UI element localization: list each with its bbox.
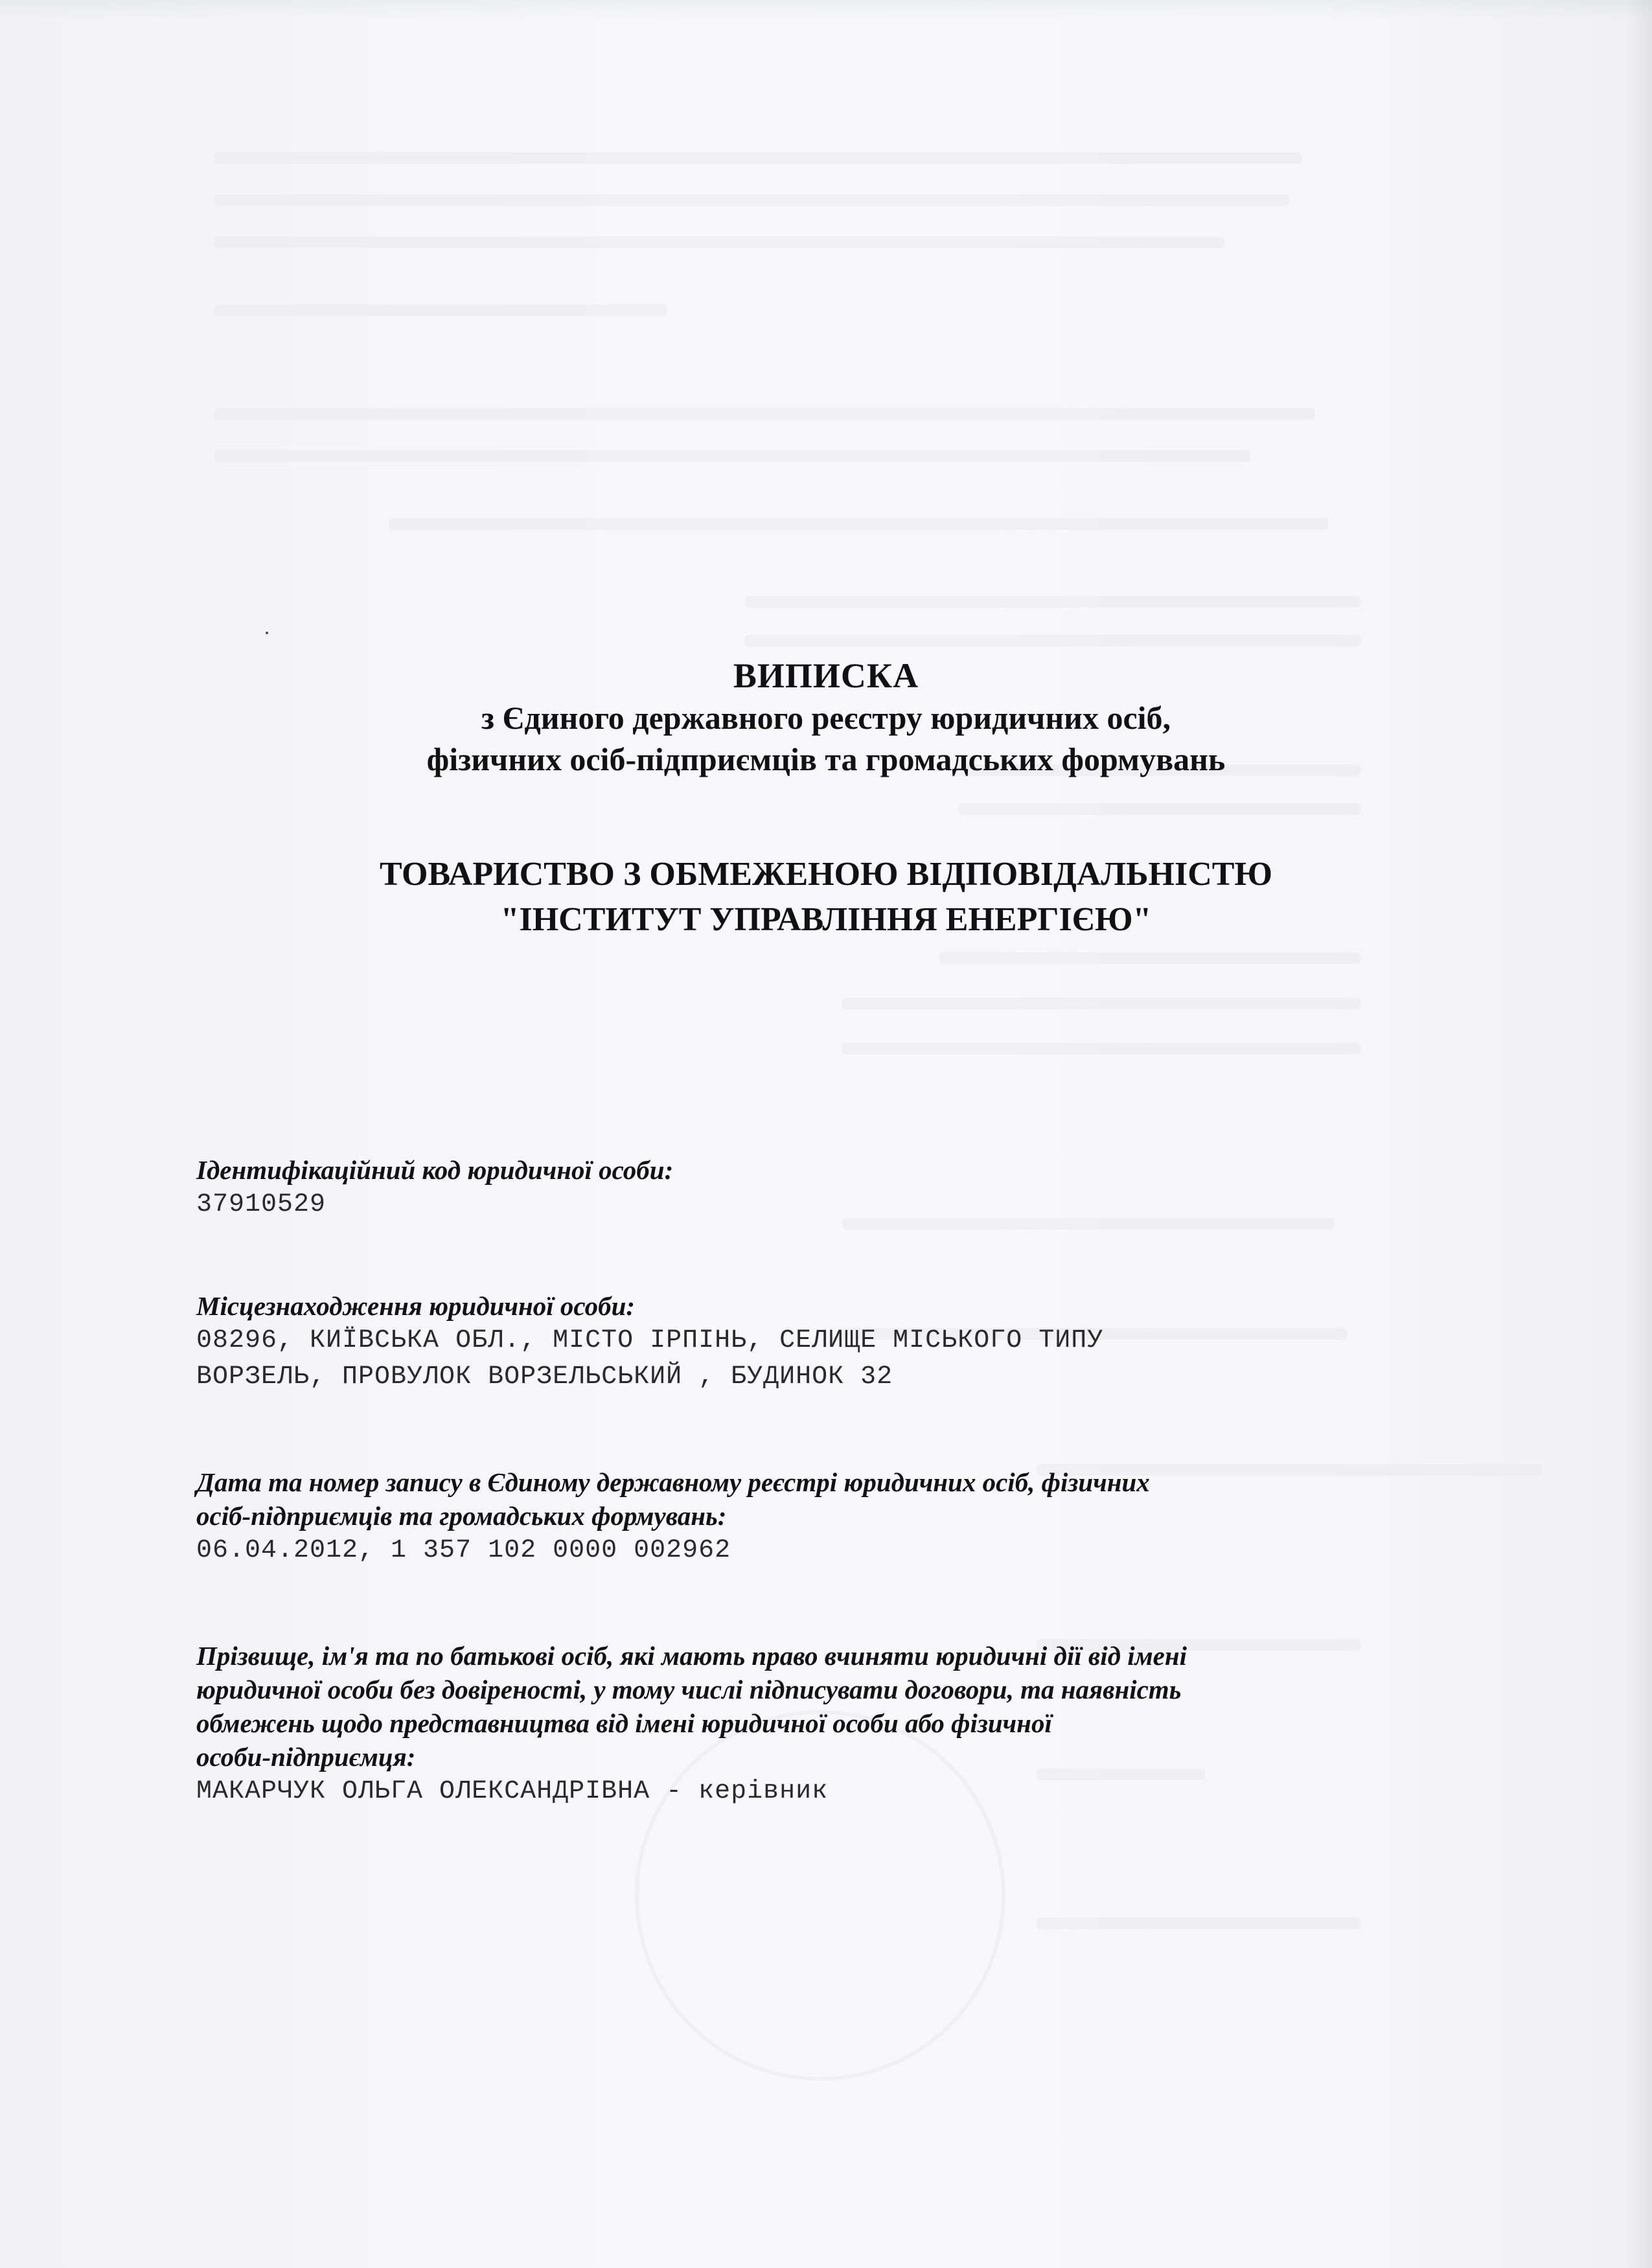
document-subtitle-line-1: з Єдиного державного реєстру юридичних осіб,	[481, 700, 1171, 736]
scan-speck	[266, 632, 268, 634]
location-field	[196, 1289, 1492, 1395]
registration-label-line-1: Дата та номер запису в Єдиному державному реєстрі юридичних осіб, фізичних	[196, 1467, 1150, 1497]
authorized-persons-value: МАКАРЧУК ОЛЬГА ОЛЕКСАНДРІВНА - керівник	[196, 1777, 829, 1806]
bleed-through-line	[214, 304, 667, 316]
bleed-through-line	[214, 194, 1289, 206]
location-value-line-1: 08296, КИЇВСЬКА ОБЛ., МІСТО ІРПІНЬ, СЕЛИЩЕ МІСЬКОГО ТИПУ	[196, 1326, 1104, 1355]
document-title: ВИПИСКА	[733, 656, 919, 695]
bleed-through-line	[745, 596, 1360, 608]
bleed-through-line	[745, 635, 1360, 647]
identification-code-field	[196, 1153, 1492, 1223]
location-value-line-2: ВОРЗЕЛЬ, ПРОВУЛОК ВОРЗЕЛЬСЬКИЙ , БУДИНОК 32	[196, 1362, 893, 1392]
location-label: Місцезнаходження юридичної особи:	[196, 1291, 636, 1321]
company-name-block	[194, 852, 1458, 943]
authorized-persons-field	[196, 1639, 1492, 1810]
registration-label-line-2: осіб-підприємців та громадських формувань:	[196, 1501, 727, 1531]
bleed-through-line	[842, 1043, 1360, 1055]
bleed-through-line	[939, 952, 1360, 964]
bleed-through-line	[842, 998, 1360, 1009]
registration-record-field	[196, 1465, 1492, 1569]
scan-right-edge	[1626, 0, 1652, 2268]
bleed-through-line	[214, 450, 1250, 462]
bleed-through-line	[214, 408, 1315, 420]
document-title-block	[194, 654, 1458, 780]
scan-top-edge	[0, 0, 1652, 19]
authorized-persons-label-line-1: Прізвище, ім'я та по батькові осіб, які мають право вчиняти юридичні дії від імені	[196, 1641, 1187, 1671]
authorized-persons-label-line-2: юридичної особи без довіреності, у тому числі підписувати договори, та наявність	[196, 1675, 1182, 1704]
company-name-line-1: ТОВАРИСТВО З ОБМЕЖЕНОЮ ВІДПОВІДАЛЬНІСТЮ	[380, 856, 1272, 893]
registration-value: 06.04.2012, 1 357 102 0000 002962	[196, 1536, 731, 1565]
document-subtitle-line-2: фізичних осіб-підприємців та громадських формувань	[426, 741, 1226, 777]
authorized-persons-label-line-4: особи-підприємця:	[196, 1742, 416, 1772]
identification-code-value: 37910529	[196, 1190, 327, 1219]
company-name-line-2: "ІНСТИТУТ УПРАВЛІННЯ ЕНЕРГІЄЮ"	[500, 901, 1152, 938]
bleed-through-line	[959, 803, 1360, 815]
bleed-through-line	[214, 152, 1302, 164]
bleed-through-line	[389, 518, 1328, 530]
bleed-through-line	[1037, 1918, 1360, 1929]
identification-code-label: Ідентифікаційний код юридичної особи:	[196, 1155, 674, 1185]
authorized-persons-label-line-3: обмежень щодо представництва від імені юридичної особи або фізичної	[196, 1708, 1052, 1738]
bleed-through-line	[214, 236, 1224, 248]
